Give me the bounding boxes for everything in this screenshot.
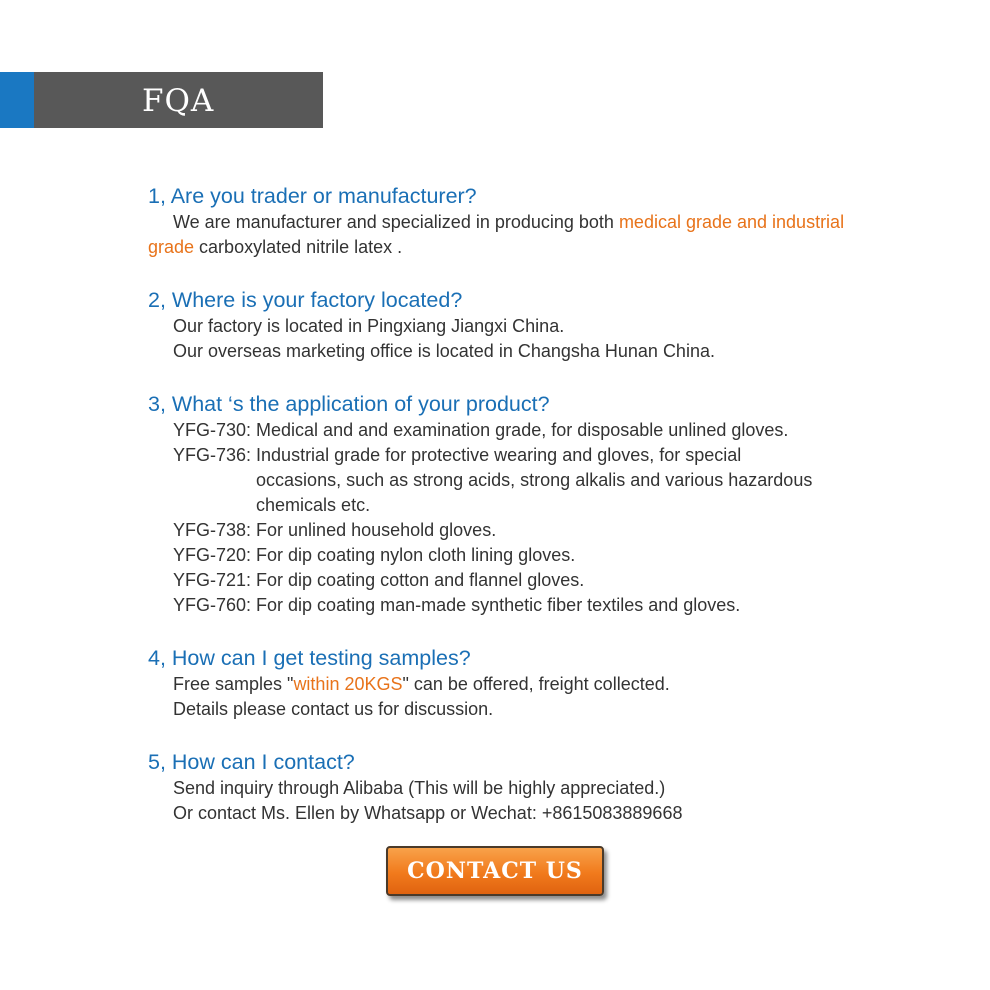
product-code: YFG-730: <box>173 420 257 440</box>
faq-answer-line: Send inquiry through Alibaba (This will be highly appreciated.) <box>173 778 666 798</box>
faq-question-3: 3, What ‘s the application of your product? <box>148 392 550 416</box>
product-row <box>148 543 948 568</box>
product-row <box>148 568 948 593</box>
product-description: For unlined household gloves. <box>256 520 497 540</box>
faq-item-3 <box>148 390 948 618</box>
faq-answer-1 <box>148 210 873 260</box>
faq-answer-line: Details please contact us for discussion. <box>173 699 494 719</box>
answer-text: We are manufacturer and specialized in producing both <box>173 212 619 232</box>
product-row <box>148 593 948 618</box>
product-description: For dip coating nylon cloth lining gloves. <box>256 545 576 565</box>
faq-item-4 <box>148 644 948 722</box>
faq-item-2 <box>148 286 948 364</box>
product-code: YFG-760: <box>173 595 257 615</box>
product-description: Industrial grade for protective wearing and gloves, for special occasions, such as strong acids, strong alkalis and various hazardous chemicals etc. <box>256 445 813 515</box>
product-code: YFG-736: <box>173 445 257 465</box>
faq-item-1 <box>148 182 948 260</box>
section-header <box>0 72 323 128</box>
faq-answer-line: Our overseas marketing office is located in Changsha Hunan China. <box>173 341 715 361</box>
faq-answer-line: Our factory is located in Pingxiang Jiangxi China. <box>173 316 565 336</box>
faq-answer-line <box>148 672 948 697</box>
answer-text: carboxylated nitrile latex . <box>194 237 403 257</box>
answer-highlight: medical grade and industrial grade <box>148 212 845 257</box>
product-row <box>148 443 948 518</box>
faq-question-5: 5, How can I contact? <box>148 750 355 774</box>
contact-us-button[interactable]: CONTACT US <box>386 846 604 896</box>
product-description: For dip coating man-made synthetic fiber textiles and gloves. <box>256 595 741 615</box>
page-title: FQA <box>142 83 215 119</box>
faq-list <box>148 182 948 852</box>
product-row <box>148 518 948 543</box>
faq-answer-line: Or contact Ms. Ellen by Whatsapp or Wechat: +8615083889668 <box>173 803 683 823</box>
faq-question-2: 2, Where is your factory located? <box>148 288 463 312</box>
product-description: For dip coating cotton and flannel gloves. <box>256 570 585 590</box>
faq-item-5 <box>148 748 948 826</box>
product-description: Medical and and examination grade, for disposable unlined gloves. <box>256 420 789 440</box>
product-code: YFG-720: <box>173 545 257 565</box>
product-row <box>148 418 948 443</box>
faq-question-1: 1, Are you trader or manufacturer? <box>148 184 477 208</box>
product-code: YFG-721: <box>173 570 257 590</box>
answer-text: Free samples " <box>173 674 294 694</box>
answer-highlight: within 20KGS <box>293 674 403 694</box>
header-accent-bar <box>0 72 34 128</box>
answer-text: " can be offered, freight collected. <box>402 674 670 694</box>
faq-question-4: 4, How can I get testing samples? <box>148 646 471 670</box>
product-code: YFG-738: <box>173 520 257 540</box>
